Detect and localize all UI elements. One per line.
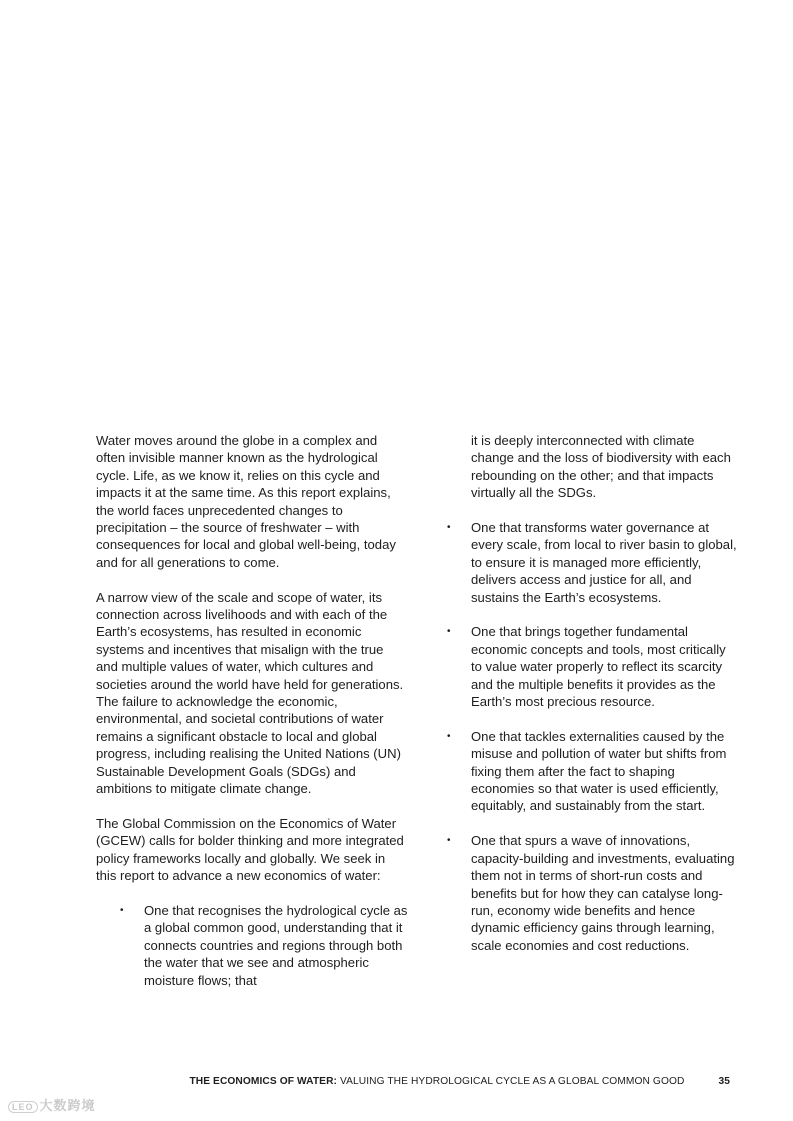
left-column <box>96 432 408 989</box>
list-item <box>447 623 737 710</box>
bullet-text: One that tackles externalities caused by the misuse and pollution of water but shifts from fixing them after the fact to shaping economies so that water is used efficiently, equitably, and sustainably from the start. <box>471 728 727 814</box>
bullet-list-left <box>96 902 408 989</box>
watermark-text: 大数跨境 <box>39 1098 96 1113</box>
bullet-text: One that transforms water governance at every scale, from local to river basin to global, to ensure it is managed more efficiently, delivers access and justice for all, and sustains the Earth’s ecosystems. <box>471 520 737 605</box>
bullet-text: One that spurs a wave of innovations, capacity-building and investments, evaluating them not in terms of short-run costs and benefits but for how they can catalyse long-run, economy wide benefits and hence dynamic efficiency gains through learning, scale economies and cost reductions. <box>471 833 735 953</box>
bullet-dot: • <box>447 835 451 847</box>
bullet-dot: • <box>120 904 124 916</box>
list-item <box>447 519 737 606</box>
bullet-dot: • <box>447 626 451 638</box>
bullet-text: One that brings together fundamental economic concepts and tools, most critically to value water properly to reflect its scarcity and the multiple benefits it provides as the Earth’s most precious resource. <box>471 624 726 710</box>
page-number: 35 <box>718 1076 730 1087</box>
page-footer <box>0 1076 730 1087</box>
footer-title: VALUING THE HYDROLOGICAL CYCLE AS A GLOBAL COMMON GOOD <box>337 1076 685 1087</box>
bullet-dot: • <box>447 522 451 534</box>
paragraph-narrow-view: A narrow view of the scale and scope of water, its connection across livelihoods and with each of the Earth’s ecosystems, has resulted in economic systems and incentives that misalign with the true and multiple values of water, which cultures and societies around the world have held for generations. The failure to acknowledge the economic, environmental, and societal contributions of water remains a significant obstacle to local and global progress, including realising the United Nations (UN) Sustainable Development Goals (SDGs) and ambitions to mitigate climate change. <box>96 589 404 797</box>
footer-title-bold: THE ECONOMICS OF WATER: <box>189 1076 338 1087</box>
bullet-text: One that recognises the hydrological cycle as a global common good, understanding that it connects countries and regions through both the water that we see and atmospheric moisture flows; that <box>144 902 408 988</box>
right-column <box>447 432 737 954</box>
list-item <box>447 832 737 954</box>
paragraph-intro: Water moves around the globe in a complex and often invisible manner known as the hydrological cycle. Life, as we know it, relies on this cycle and impacts it at the same time. As this report explains, the world faces unprecedented changes to precipitation – the source of freshwater – with consequences for local and global well-being, today and for all generations to come. <box>96 433 396 570</box>
bullet-continued-text: it is deeply interconnected with climate change and the loss of biodiversity with each rebounding on the other; and that impacts virtually all the SDGs. <box>471 433 731 501</box>
list-item <box>447 728 737 815</box>
bullet-list-right <box>447 519 737 954</box>
list-item <box>120 902 408 989</box>
watermark <box>8 1095 96 1114</box>
paragraph-gcew: The Global Commission on the Economics of Water (GCEW) calls for bolder thinking and more integrated policy frameworks locally and globally. We seek in this report to advance a new economics of water: <box>96 815 404 884</box>
bullet-dot: • <box>447 730 451 742</box>
watermark-logo-icon: LEO <box>8 1101 38 1113</box>
